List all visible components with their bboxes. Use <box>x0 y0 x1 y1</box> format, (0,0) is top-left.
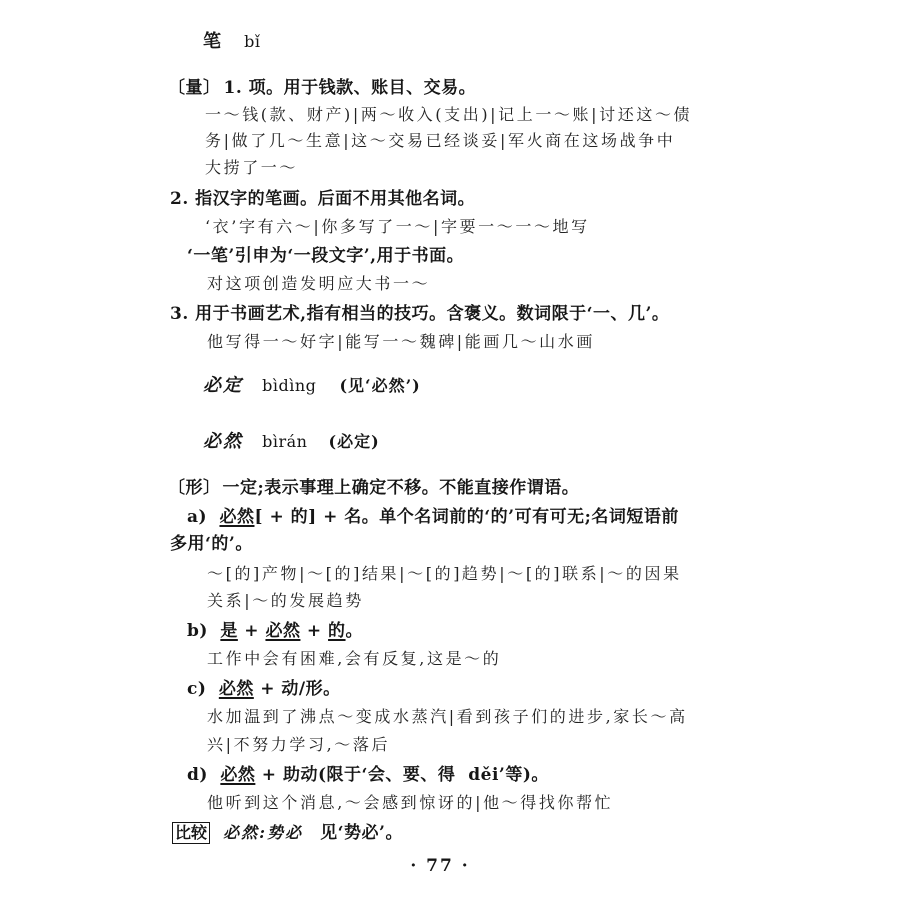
headword: 必然 <box>203 431 243 452</box>
example-line: 大捞了一～ <box>205 158 299 177</box>
headword: 必定 <box>203 375 243 396</box>
pattern-text: 。 <box>345 621 364 641</box>
sense-3-definition: 3. 用于书画艺术,指有相当的技巧。含褒义。数词限于‘一、几’。 <box>170 304 670 324</box>
pattern-marker: a) <box>187 507 208 527</box>
compare-reference: 见‘势必’。 <box>320 823 403 843</box>
example-line: 务|做了几～生意|这～交易已经谈妥|军火商在这场战争中 <box>205 131 676 150</box>
pattern-keyword: 必然 <box>219 507 255 527</box>
pattern-text: + 动/形。 <box>253 679 341 699</box>
example-line: 对这项创造发明应大书一～ <box>207 274 431 293</box>
sense-1-definition-line <box>168 76 476 100</box>
pattern-keyword: 必然 <box>218 679 254 699</box>
pattern-keyword: 必然 <box>220 765 256 785</box>
pattern-d <box>187 763 549 787</box>
pattern-keyword: 必然 <box>265 621 301 641</box>
example-line: 水加温到了沸点～变成水蒸汽|看到孩子们的进步,家长～高 <box>207 707 688 726</box>
part-of-speech: 〔量〕 <box>168 78 221 98</box>
example-line: 兴|不努力学习,～落后 <box>207 735 391 754</box>
example-line: 工作中会有困难,会有反复,这是～的 <box>207 649 502 668</box>
synonym-reference: (必定) <box>328 432 380 451</box>
headword: 笔 <box>203 31 223 52</box>
page-number: · 77 · <box>410 856 470 876</box>
compare-pair: 必然:势必 <box>223 823 304 842</box>
pattern-marker: b) <box>187 621 208 641</box>
example-line: ～[的]产物|～[的]结果|～[的]趋势|～[的]联系|～的因果 <box>207 564 682 583</box>
pattern-text: + <box>237 621 266 641</box>
sense-2-definition: 2. 指汉字的笔画。后面不用其他名词。 <box>170 189 476 209</box>
biran-definition-line <box>168 476 579 500</box>
example-line: 一～钱(款、财产)|两～收入(支出)|记上一～账|讨还这～债 <box>205 105 693 124</box>
pattern-a <box>187 505 679 529</box>
sense-2-extension: ‘一笔’引申为‘一段文字’,用于书面。 <box>187 246 465 266</box>
biran-definition: 一定;表示事理上确定不移。不能直接作谓语。 <box>222 478 580 498</box>
pattern-keyword: 的 <box>328 621 346 641</box>
compare-note <box>172 821 403 845</box>
pattern-a-continuation: 多用‘的’。 <box>170 534 253 554</box>
entry-bi-heading <box>203 30 260 54</box>
pattern-marker: d) <box>187 765 208 785</box>
sense-definition: 1. 项。用于钱款、账目、交易。 <box>223 78 477 98</box>
pattern-b <box>187 619 363 643</box>
example-line: 他写得一～好字|能写一～魏碑|能画几～山水画 <box>207 332 595 351</box>
entry-biran-heading <box>203 430 380 454</box>
pattern-text: + 助动(限于‘会、要、得 děi’等)。 <box>255 765 549 785</box>
pattern-keyword: 是 <box>220 621 238 641</box>
compare-label-box: 比较 <box>172 822 210 844</box>
pattern-text: + <box>300 621 329 641</box>
pattern-text: [ + 的] + 名。单个名词前的‘的’可有可无;名词短语前 <box>254 507 679 527</box>
example-line: 关系|～的发展趋势 <box>207 591 364 610</box>
pinyin: bǐ <box>244 32 261 51</box>
pattern-marker: c) <box>187 679 207 699</box>
pinyin: bìrán <box>262 432 308 451</box>
part-of-speech: 〔形〕 <box>168 478 221 498</box>
entry-biding-heading <box>203 374 421 398</box>
pinyin: bìdìng <box>262 376 317 395</box>
example-line: 他听到这个消息,～会感到惊讶的|他～得找你帮忙 <box>207 793 614 812</box>
example-line: ‘衣’字有六～|你多写了一～|字要一～一～地写 <box>205 217 590 236</box>
pattern-c <box>187 677 341 701</box>
cross-reference: (见‘必然’) <box>339 376 421 395</box>
